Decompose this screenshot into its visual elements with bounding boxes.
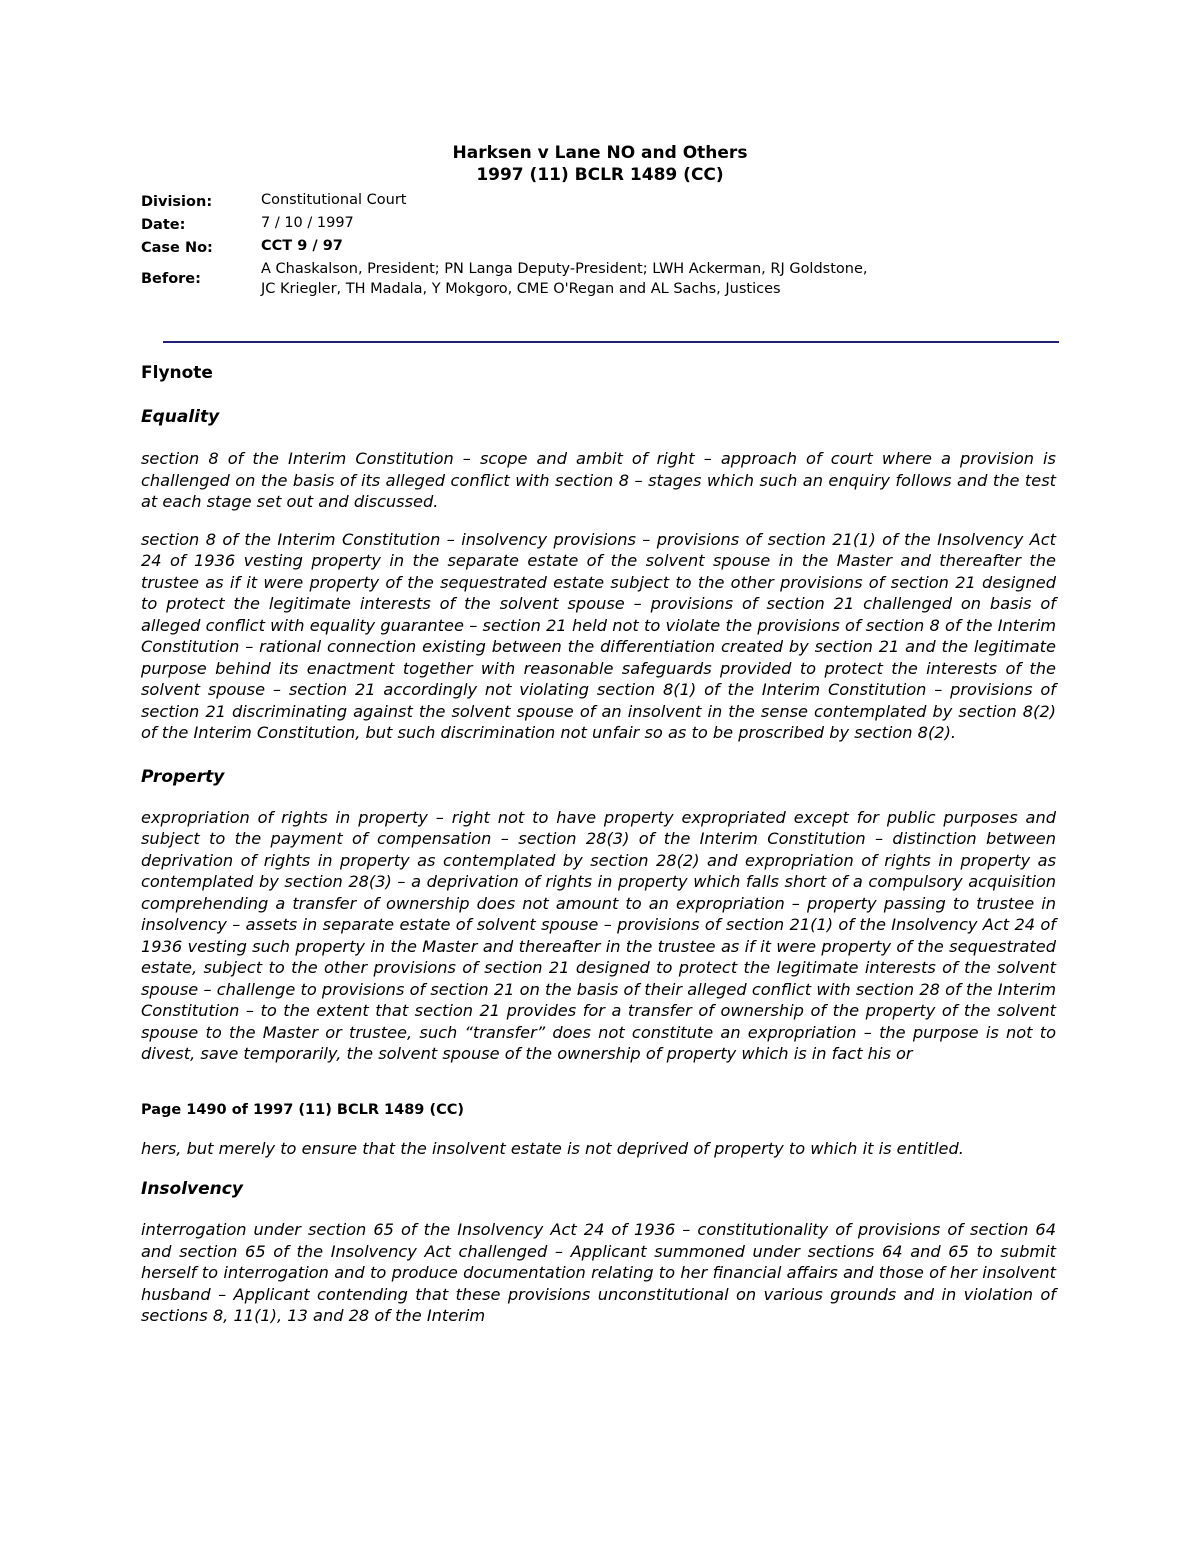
equality-heading: Equality xyxy=(141,407,220,427)
division-label: Division: xyxy=(141,193,213,210)
property-paragraph-2: hers, but merely to ensure that the insolvent estate is not deprived of property to which it is entitled. xyxy=(141,1138,964,1158)
date-row xyxy=(141,213,881,236)
before-value: A Chaskalson, President; PN Langa Deputy-President; LWH Ackerman, RJ Goldstone, JC Kriegler, TH Madala, Y Mokgoro, CME O'Regan and AL Sachs, Justices xyxy=(261,261,868,297)
case-no-value: CCT 9 / 97 xyxy=(261,238,343,254)
case-title: Harksen v Lane NO and Others xyxy=(452,143,748,163)
flynote-heading: Flynote xyxy=(141,363,213,383)
document-body xyxy=(141,360,1056,1327)
date-value: 7 / 10 / 1997 xyxy=(261,215,354,231)
equality-paragraph-2: section 8 of the Interim Constitution – insolvency provisions – provisions of section 21(1) of the Insolvency Act 24 of 1936 vesting property in the separate estate of the solvent spouse in the Master and thereafter the trustee as if it were property of the sequestrated estate subject to the other provisions of section 21 designed to protect the legitimate interests of the solvent spouse – provisions of section 21 challenged on basis of alleged conflict with equality guarantee – section 21 held not to violate the provisions of section 8 of the Interim Constitution – rational connection existing between the differentiation created by section 21 and the legitimate purpose behind its enactment together with reasonable safeguards provided to protect the interests of the solvent spouse – section 21 accordingly not violating section 8(1) of the Interim Constitution – provisions of section 21 discriminating against the solvent spouse of an insolvent in the sense contemplated by section 8(2) of the Interim Constitution, but such discrimination not unfair so as to be proscribed by section 8(2). xyxy=(141,529,1056,742)
insolvency-paragraph-1: interrogation under section 65 of the Insolvency Act 24 of 1936 – constitutionality of provisions of section 64 and section 65 of the Insolvency Act challenged – Applicant summoned under sections 64 and 65 to submit herself to interrogation and to produce documentation relating to her financial affairs and those of her insolvent husband – Applicant contending that these provisions unconstitutional on various grounds and in violation of sections 8, 11(1), 13 and 28 of the Interim xyxy=(141,1220,1056,1325)
equality-paragraph-1: section 8 of the Interim Constitution – scope and ambit of right – approach of court where a provision is challenged on the basis of its alleged conflict with section 8 – stages which such an enquiry follows and the test at each stage set out and discussed. xyxy=(141,449,1056,511)
document-header xyxy=(0,142,1200,186)
date-label: Date: xyxy=(141,216,186,233)
case-citation: 1997 (11) BCLR 1489 (CC) xyxy=(476,165,724,185)
before-label: Before: xyxy=(141,271,201,287)
case-no-row xyxy=(141,236,881,259)
property-paragraph-1: expropriation of rights in property – right not to have property expropriated except for public purposes and subject to the payment of compensation – section 28(3) of the Interim Constitution – distinction between deprivation of rights in property as contemplated by section 28(2) and expropriation of rights in property as contemplated by section 28(3) – a deprivation of rights in property which falls short of a compulsory acquisition comprehending a transfer of ownership does not amount to an expropriation – property passing to trustee in insolvency – assets in separate estate of solvent spouse – provisions of section 21(1) of the Insolvency Act 24 of 1936 vesting such property in the Master and thereafter in the trustee as if it were property of the sequestrated estate, subject to the other provisions of section 21 designed to protect the legitimate interests of the solvent spouse – challenge to provisions of section 21 on the basis of their alleged conflict with section 28 of the Interim Constitution – to the extent that section 21 provides for a transfer of ownership of the property of the solvent spouse to the Master or trustee, such “transfer” does not constitute an expropriation – the purpose is not to divest, save temporarily, the solvent spouse of the ownership of property which is in fact his or xyxy=(141,807,1056,1063)
property-heading: Property xyxy=(141,766,225,787)
before-row xyxy=(141,259,881,299)
division-row xyxy=(141,190,881,213)
header-divider xyxy=(163,341,1059,343)
case-metadata-table xyxy=(141,190,881,299)
page-marker: Page 1490 of 1997 (11) BCLR 1489 (CC) xyxy=(141,1101,464,1118)
case-no-label: Case No: xyxy=(141,239,213,256)
insolvency-heading: Insolvency xyxy=(141,1179,243,1199)
division-value: Constitutional Court xyxy=(261,192,407,208)
